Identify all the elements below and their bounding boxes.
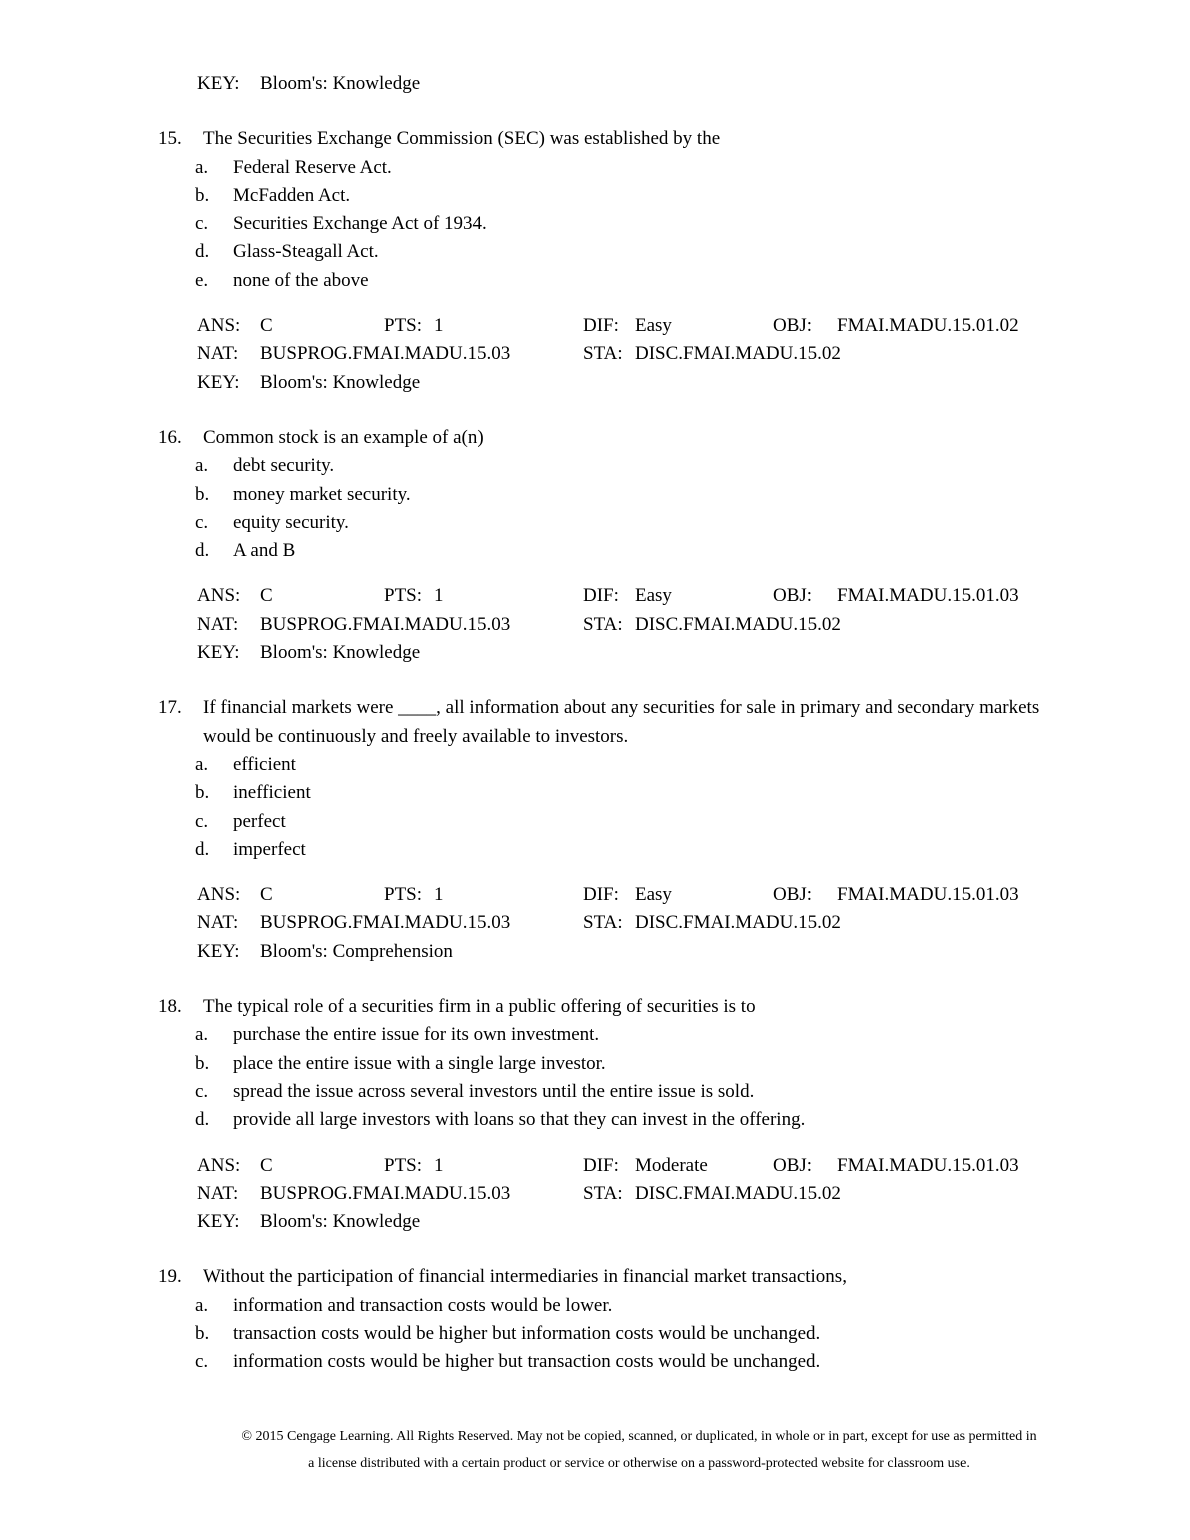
- sta-label: STA:: [583, 912, 623, 934]
- question-number: 18.: [158, 996, 182, 1018]
- sta-value: DISC.FMAI.MADU.15.02: [635, 1182, 841, 1204]
- page-content: [158, 70, 1158, 1377]
- answer-option: [158, 267, 1158, 295]
- option-letter: c.: [195, 511, 209, 533]
- question-block: [158, 125, 1158, 397]
- obj-value: FMAI.MADU.15.01.03: [837, 1154, 1019, 1176]
- option-letter: b.: [195, 1322, 210, 1344]
- answer-metadata: [158, 582, 1158, 667]
- metadata-row-2: [158, 611, 1158, 639]
- option-letter: c.: [195, 810, 209, 832]
- option-letter: b.: [195, 184, 210, 206]
- answer-option: [158, 154, 1158, 182]
- question-row: [158, 125, 1158, 153]
- obj-value: FMAI.MADU.15.01.03: [837, 585, 1019, 607]
- option-letter: c.: [195, 1351, 209, 1373]
- option-text: spread the issue across several investors until the entire issue is sold.: [233, 1080, 755, 1102]
- answer-option: [158, 779, 1158, 807]
- dif-value: Easy: [635, 585, 672, 607]
- key-value: Bloom's: Knowledge: [260, 642, 421, 664]
- key-label: KEY:: [197, 73, 240, 94]
- option-text: Glass-Steagall Act.: [233, 241, 379, 263]
- metadata-row-1: [158, 312, 1158, 340]
- key-value: Bloom's: Knowledge: [260, 371, 421, 393]
- question-number: 15.: [158, 128, 182, 150]
- option-text: none of the above: [233, 269, 369, 291]
- answer-metadata: [158, 312, 1158, 397]
- option-text: efficient: [233, 753, 296, 775]
- nat-label: NAT:: [197, 613, 239, 635]
- sta-label: STA:: [583, 1182, 623, 1204]
- dif-label: DIF:: [583, 315, 619, 337]
- options-list: [158, 751, 1158, 864]
- question-row: [158, 694, 1158, 751]
- option-letter: e.: [195, 269, 209, 291]
- option-text: provide all large investors with loans so that they can invest in the offering.: [233, 1109, 806, 1131]
- question-block: [158, 424, 1158, 667]
- nat-value: BUSPROG.FMAI.MADU.15.03: [260, 912, 511, 934]
- option-letter: a.: [195, 753, 209, 775]
- option-letter: d.: [195, 540, 210, 562]
- key-value: Bloom's: Comprehension: [260, 940, 453, 962]
- pts-label: PTS:: [384, 884, 423, 906]
- option-letter: c.: [195, 213, 209, 235]
- answer-option: [158, 751, 1158, 779]
- option-letter: d.: [195, 1109, 210, 1131]
- key-label: KEY:: [197, 1211, 240, 1233]
- pts-label: PTS:: [384, 585, 423, 607]
- option-text: McFadden Act.: [233, 184, 351, 206]
- metadata-row-3: [158, 639, 1158, 667]
- key-value: Bloom's: Knowledge: [260, 1211, 421, 1233]
- nat-value: BUSPROG.FMAI.MADU.15.03: [260, 1182, 511, 1204]
- ans-label: ANS:: [197, 1154, 241, 1176]
- option-text: transaction costs would be higher but information costs would be unchanged.: [233, 1322, 821, 1344]
- option-letter: a.: [195, 455, 209, 477]
- dif-value: Moderate: [635, 1154, 708, 1176]
- option-text: A and B: [233, 540, 296, 562]
- option-text: Federal Reserve Act.: [233, 156, 392, 178]
- previous-question-metadata: [158, 70, 1158, 98]
- option-letter: a.: [195, 156, 209, 178]
- question-text: The typical role of a securities firm in a public offering of securities is to: [203, 996, 756, 1018]
- answer-option: [158, 452, 1158, 480]
- key-label: KEY:: [197, 371, 240, 393]
- copyright-line-2: a license distributed with a certain product or service or otherwise on a password-protected website for classroom use.: [308, 1456, 970, 1471]
- question-row: [158, 1263, 1158, 1291]
- obj-label: OBJ:: [773, 315, 813, 337]
- option-letter: b.: [195, 782, 210, 804]
- ans-value: C: [260, 585, 273, 607]
- ans-label: ANS:: [197, 315, 241, 337]
- option-text: equity security.: [233, 511, 349, 533]
- key-label: KEY:: [197, 642, 240, 664]
- answer-option: [158, 1021, 1158, 1049]
- question-block: [158, 694, 1158, 966]
- option-text: Securities Exchange Act of 1934.: [233, 213, 487, 235]
- metadata-row-3: [158, 369, 1158, 397]
- metadata-row-3: [158, 1208, 1158, 1236]
- answer-option: [158, 1320, 1158, 1348]
- nat-value: BUSPROG.FMAI.MADU.15.03: [260, 613, 511, 635]
- option-letter: d.: [195, 838, 210, 860]
- answer-metadata: [158, 881, 1158, 966]
- nat-label: NAT:: [197, 343, 239, 365]
- ans-value: C: [260, 884, 273, 906]
- sta-value: DISC.FMAI.MADU.15.02: [635, 912, 841, 934]
- answer-option: [158, 509, 1158, 537]
- obj-label: OBJ:: [773, 884, 813, 906]
- obj-label: OBJ:: [773, 585, 813, 607]
- nat-label: NAT:: [197, 1182, 239, 1204]
- metadata-row-1: [158, 1152, 1158, 1180]
- sta-value: DISC.FMAI.MADU.15.02: [635, 613, 841, 635]
- answer-option: [158, 1292, 1158, 1320]
- sta-value: DISC.FMAI.MADU.15.02: [635, 343, 841, 365]
- answer-option: [158, 238, 1158, 266]
- options-list: [158, 1292, 1158, 1377]
- option-text: inefficient: [233, 782, 311, 804]
- nat-label: NAT:: [197, 912, 239, 934]
- option-text: perfect: [233, 810, 286, 832]
- ans-value: C: [260, 1154, 273, 1176]
- answer-option: [158, 1348, 1158, 1376]
- obj-label: OBJ:: [773, 1154, 813, 1176]
- nat-value: BUSPROG.FMAI.MADU.15.03: [260, 343, 511, 365]
- question-text: Without the participation of financial intermediaries in financial market transactions,: [203, 1266, 847, 1288]
- question-row: [158, 424, 1158, 452]
- answer-option: [158, 1050, 1158, 1078]
- answer-option: [158, 808, 1158, 836]
- option-text: money market security.: [233, 483, 411, 505]
- metadata-row-2: [158, 340, 1158, 368]
- pts-value: 1: [434, 1154, 444, 1176]
- answer-option: [158, 537, 1158, 565]
- metadata-row-1: [158, 582, 1158, 610]
- metadata-row-2: [158, 1180, 1158, 1208]
- pts-value: 1: [434, 585, 444, 607]
- key-value: Bloom's: Knowledge: [260, 73, 421, 94]
- answer-option: [158, 481, 1158, 509]
- answer-metadata: [158, 1152, 1158, 1237]
- pts-label: PTS:: [384, 1154, 423, 1176]
- sta-label: STA:: [583, 343, 623, 365]
- option-text: information costs would be higher but transaction costs would be unchanged.: [233, 1351, 821, 1373]
- answer-option: [158, 1078, 1158, 1106]
- metadata-row-2: [158, 909, 1158, 937]
- question-number: 17.: [158, 697, 182, 719]
- option-text: debt security.: [233, 455, 335, 477]
- option-letter: a.: [195, 1294, 209, 1316]
- metadata-row-key: [158, 70, 1158, 98]
- answer-option: [158, 836, 1158, 864]
- answer-option: [158, 1106, 1158, 1134]
- option-text: imperfect: [233, 838, 306, 860]
- obj-value: FMAI.MADU.15.01.02: [837, 315, 1019, 337]
- option-letter: b.: [195, 483, 210, 505]
- ans-label: ANS:: [197, 884, 241, 906]
- option-letter: b.: [195, 1052, 210, 1074]
- dif-label: DIF:: [583, 1154, 619, 1176]
- dif-label: DIF:: [583, 585, 619, 607]
- questions-container: [158, 125, 1158, 1376]
- option-text: information and transaction costs would be lower.: [233, 1294, 613, 1316]
- options-list: [158, 154, 1158, 295]
- question-number: 16.: [158, 426, 182, 448]
- question-number: 19.: [158, 1266, 182, 1288]
- options-list: [158, 1021, 1158, 1134]
- dif-value: Easy: [635, 315, 672, 337]
- option-text: place the entire issue with a single large investor.: [233, 1052, 606, 1074]
- answer-option: [158, 210, 1158, 238]
- question-row: [158, 993, 1158, 1021]
- option-text: purchase the entire issue for its own investment.: [233, 1024, 600, 1046]
- option-letter: c.: [195, 1080, 209, 1102]
- obj-value: FMAI.MADU.15.01.03: [837, 884, 1019, 906]
- option-letter: d.: [195, 241, 210, 263]
- ans-label: ANS:: [197, 585, 241, 607]
- pts-label: PTS:: [384, 315, 423, 337]
- answer-option: [158, 182, 1158, 210]
- question-block: [158, 1263, 1158, 1376]
- options-list: [158, 452, 1158, 565]
- option-letter: a.: [195, 1024, 209, 1046]
- key-label: KEY:: [197, 940, 240, 962]
- question-text: If financial markets were ____, all information about any securities for sale in primary and secondary markets would be continuously and freely available to investors.: [203, 697, 1040, 747]
- sta-label: STA:: [583, 613, 623, 635]
- ans-value: C: [260, 315, 273, 337]
- dif-value: Easy: [635, 884, 672, 906]
- dif-label: DIF:: [583, 884, 619, 906]
- question-text: The Securities Exchange Commission (SEC) was established by the: [203, 128, 721, 150]
- copyright-footer: [203, 1423, 1075, 1477]
- metadata-row-3: [158, 938, 1158, 966]
- pts-value: 1: [434, 315, 444, 337]
- copyright-line-1: © 2015 Cengage Learning. All Rights Reserved. May not be copied, scanned, or duplicated, in whole or in part, except for use as permitted in: [241, 1429, 1037, 1444]
- metadata-row-1: [158, 881, 1158, 909]
- question-text: Common stock is an example of a(n): [203, 426, 484, 448]
- pts-value: 1: [434, 884, 444, 906]
- question-block: [158, 993, 1158, 1236]
